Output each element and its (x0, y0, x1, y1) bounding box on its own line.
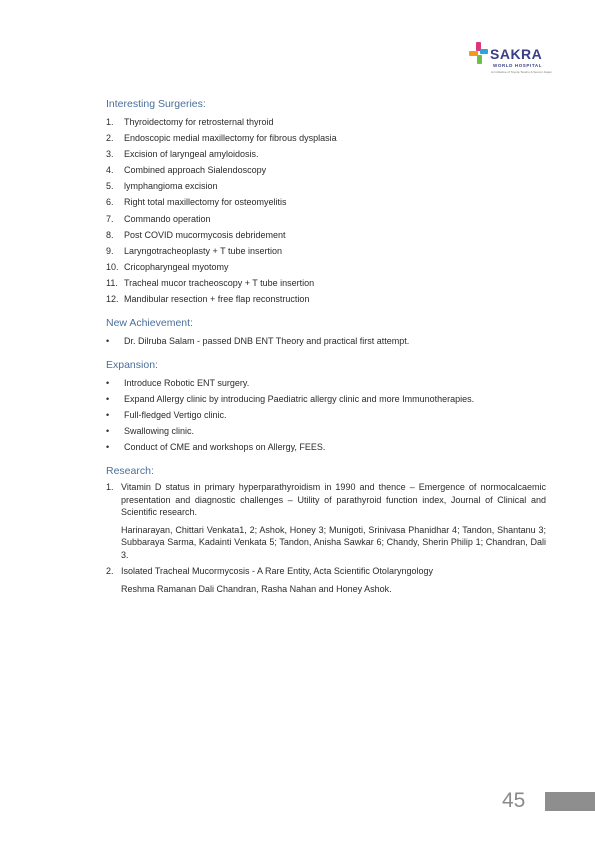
expansion-item (106, 391, 546, 407)
bullet: • (106, 410, 110, 421)
expansion-list (106, 375, 546, 455)
expansion-item (106, 375, 546, 391)
research-number: 2. (106, 566, 114, 577)
page-number: 45 (502, 789, 526, 812)
surgery-number: 3. (106, 149, 114, 160)
research-item (106, 481, 546, 561)
expansion-item (106, 407, 546, 423)
bullet: • (106, 442, 110, 453)
surgery-text: lymphangioma excision (124, 181, 218, 192)
surgery-text: Thyroidectomy for retrosternal thyroid (124, 117, 274, 127)
expansion-item (106, 439, 546, 455)
surgery-number: 10. (106, 261, 119, 272)
sakra-logo (468, 40, 552, 80)
surgery-text: Mandibular resection + free flap reconstruction (124, 294, 310, 305)
research-title: Vitamin D status in primary hyperparathyroidism in 1990 and thence – Emergence of normocalcaemic presentation and diagnostic challenges – Utility of parathyroid function index, Journal of Clinical and Scientific research. (121, 482, 546, 518)
surgery-number: 11. (106, 277, 118, 288)
bullet: • (106, 394, 110, 405)
surgery-number: 4. (106, 165, 114, 176)
surgeries-heading: Interesting Surgeries: (106, 98, 206, 110)
surgery-number: 1. (106, 117, 114, 127)
surgery-item (106, 259, 546, 275)
surgery-text: Laryngotracheoplasty + T tube insertion (124, 245, 283, 256)
expansion-item-text: Expand Allergy clinic by introducing Paediatric allergy clinic and more Immunotherapies. (124, 394, 475, 405)
surgery-number: 2. (106, 133, 114, 144)
bullet: • (106, 426, 110, 437)
expansion-item-text: Introduce Robotic ENT surgery. (124, 378, 250, 389)
achievement-item (106, 333, 546, 349)
surgery-number: 8. (106, 229, 114, 240)
surgery-item (106, 291, 546, 307)
research-title: Isolated Tracheal Mucormycosis - A Rare Entity, Acta Scientific Otolaryngology (121, 566, 433, 577)
surgery-number: 12. (106, 294, 119, 305)
surgery-text: Endoscopic medial maxillectomy for fibrous dysplasia (124, 133, 337, 144)
surgery-item (106, 162, 546, 178)
bullet: • (106, 378, 110, 389)
surgery-number: 9. (106, 245, 114, 256)
expansion-item-text: Conduct of CME and workshops on Allergy, FEES. (124, 442, 326, 453)
research-list (106, 481, 546, 595)
surgery-number: 6. (106, 197, 114, 208)
surgery-text: Post COVID mucormycosis debridement (124, 229, 286, 240)
achievement-item-text: Dr. Dilruba Salam - passed DNB ENT Theory and practical first attempt. (124, 336, 410, 347)
surgery-item (106, 211, 546, 227)
surgery-text: Combined approach Sialendoscopy (124, 165, 267, 176)
expansion-item (106, 423, 546, 439)
surgery-text: Tracheal mucor tracheoscopy + T tube insertion (124, 277, 315, 288)
expansion-item-text: Swallowing clinic. (124, 426, 195, 437)
surgery-item (106, 114, 546, 130)
research-heading: Research: (106, 465, 154, 478)
surgery-text: Cricopharyngeal myotomy (124, 261, 229, 272)
expansion-heading: Expansion: (106, 359, 158, 372)
page-content (106, 98, 546, 599)
surgeries-list (106, 114, 546, 307)
research-authors: Harinarayan, Chittari Venkata1, 2; Ashok, Honey 3; Munigoti, Srinivasa Phanidhar 4; Tandon, Shantanu 3; Subbaraya Sarma, Kadainti Venkata 5; Tandon, Anisha Sawkar 6; Chandy, Sherin Philip 1; Chandran, Dali 3. (121, 524, 546, 560)
surgery-text: Commando operation (124, 213, 211, 224)
surgery-item (106, 130, 546, 146)
research-authors: Reshma Ramanan Dali Chandran, Rasha Nahan and Honey Ashok. (121, 583, 392, 594)
surgery-number: 7. (106, 213, 114, 224)
research-number: 1. (106, 482, 114, 493)
surgery-item (106, 194, 546, 210)
surgery-number: 5. (106, 181, 114, 192)
surgery-item (106, 146, 546, 162)
surgery-item (106, 243, 546, 259)
achievement-list (106, 333, 546, 349)
expansion-item-text: Full-fledged Vertigo clinic. (124, 410, 227, 421)
logo-subtitle: WORLD HOSPITAL (493, 63, 543, 68)
logo-name: SAKRA (490, 46, 543, 62)
achievement-heading: New Achievement: (106, 317, 193, 330)
surgery-text: Right total maxillectomy for osteomyelitis (124, 197, 287, 208)
logo-tagline: An Initiative of Toyota Tsusho & Secom Japan (491, 70, 552, 74)
surgery-item (106, 178, 546, 194)
page-number-bar (545, 792, 595, 811)
surgery-text: Excision of laryngeal amyloidosis. (124, 149, 259, 160)
surgery-item (106, 227, 546, 243)
bullet: • (106, 336, 110, 347)
surgery-item (106, 275, 546, 291)
research-item (106, 565, 546, 595)
sakra-logo-icon (468, 40, 490, 66)
